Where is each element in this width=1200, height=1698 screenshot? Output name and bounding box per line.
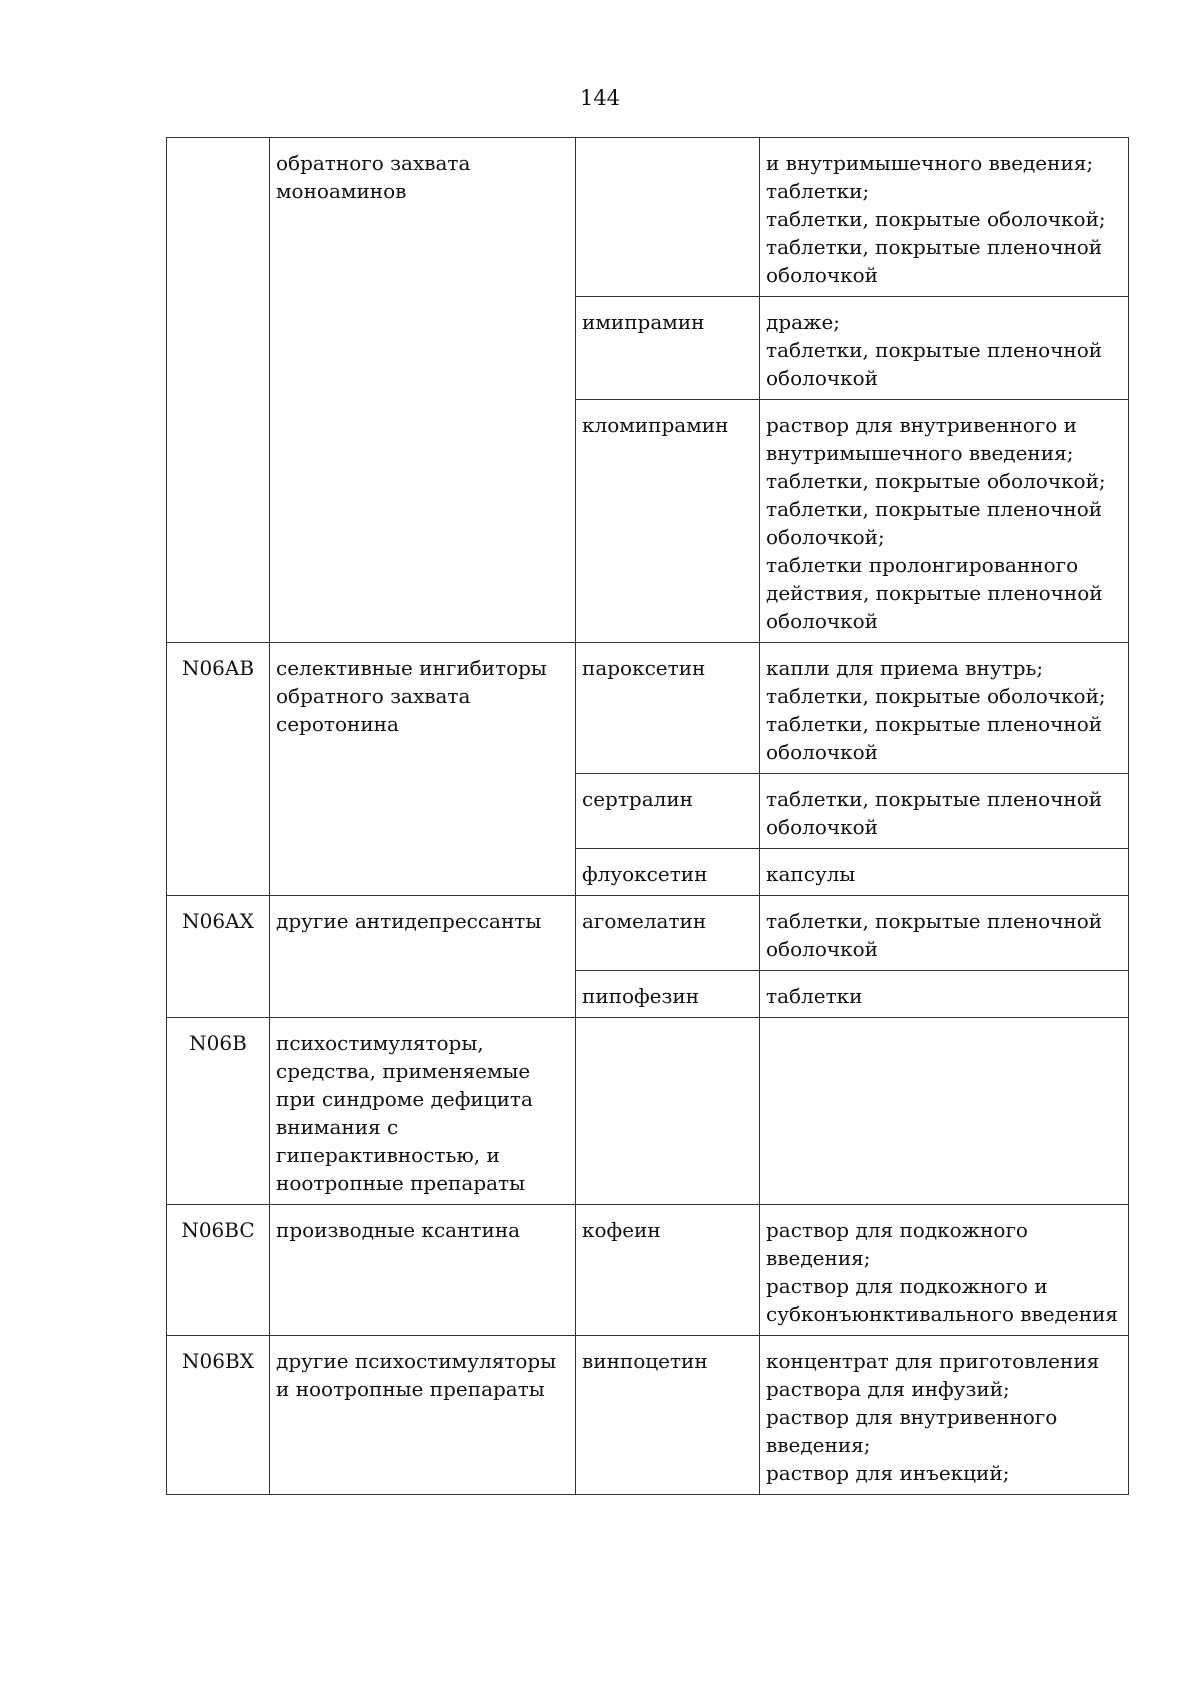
pharmacological-group-cell: селективные ингибиторы обратного захвата серотонина <box>270 643 576 896</box>
atc-code-cell: N06AB <box>167 643 270 896</box>
dosage-form-line: таблетки, покрытые пленочной оболочкой <box>766 338 1103 390</box>
atc-code-cell: N06BX <box>167 1336 270 1495</box>
table-row <box>167 1336 1129 1495</box>
drug-name-cell: агомелатин <box>576 896 760 971</box>
table-row <box>167 138 1129 297</box>
dosage-form-line: капсулы <box>766 862 856 886</box>
dosage-form-line: таблетки, покрытые оболочкой; <box>766 207 1106 231</box>
dosage-form-line: таблетки <box>766 984 863 1008</box>
pharmacological-group-cell: другие антидепрессанты <box>270 896 576 1018</box>
page-number: 144 <box>579 86 621 110</box>
dosage-form-line: раствор для внутривенного введения; <box>766 1405 1058 1457</box>
dosage-form-line: таблетки, покрытые пленочной оболочкой; <box>766 497 1103 549</box>
pharmacological-group-cell: производные ксантина <box>270 1205 576 1336</box>
drug-name-cell: флуоксетин <box>576 849 760 896</box>
drug-name-cell: сертралин <box>576 774 760 849</box>
dosage-form-line: концентрат для приготовления раствора для инфузий; <box>766 1349 1100 1401</box>
dosage-forms-cell <box>760 971 1129 1018</box>
table-body <box>167 138 1129 1495</box>
dosage-form-line: таблетки, покрытые пленочной оболочкой <box>766 787 1103 839</box>
dosage-form-line: таблетки, покрытые пленочной оболочкой <box>766 235 1103 287</box>
dosage-form-line: драже; <box>766 310 841 334</box>
dosage-forms-cell <box>760 774 1129 849</box>
dosage-forms-cell <box>760 1205 1129 1336</box>
atc-code-cell: N06B <box>167 1018 270 1205</box>
dosage-form-line: раствор для подкожного и субконъюнктивального введения <box>766 1274 1119 1326</box>
dosage-form-line: раствор для внутривенного и внутримышечного введения; <box>766 413 1078 465</box>
dosage-forms-cell <box>760 297 1129 400</box>
dosage-form-line: таблетки; <box>766 179 870 203</box>
dosage-forms-cell <box>760 138 1129 297</box>
dosage-forms-cell <box>760 849 1129 896</box>
atc-code-cell: N06BC <box>167 1205 270 1336</box>
pharmacological-group-cell: другие психостимуляторы и ноотропные препараты <box>270 1336 576 1495</box>
drug-table <box>166 137 1129 1495</box>
drug-name-cell: кофеин <box>576 1205 760 1336</box>
table-row <box>167 896 1129 971</box>
dosage-form-line: таблетки, покрытые оболочкой; <box>766 684 1106 708</box>
dosage-forms-cell <box>760 643 1129 774</box>
dosage-form-line: раствор для инъекций; <box>766 1461 1010 1485</box>
dosage-forms-cell <box>760 400 1129 643</box>
dosage-form-line: и внутримышечного введения; <box>766 151 1094 175</box>
dosage-form-line: таблетки, покрытые пленочной оболочкой <box>766 909 1103 961</box>
dosage-form-line: таблетки, покрытые оболочкой; <box>766 469 1106 493</box>
dosage-forms-cell <box>760 1018 1129 1205</box>
atc-code-cell <box>167 138 270 643</box>
table-row <box>167 643 1129 774</box>
table-row <box>167 1205 1129 1336</box>
drug-name-cell: пипофезин <box>576 971 760 1018</box>
dosage-form-line: таблетки, покрытые пленочной оболочкой <box>766 712 1103 764</box>
dosage-form-line: раствор для подкожного введения; <box>766 1218 1028 1270</box>
dosage-form-line: таблетки пролонгированного действия, покрытые пленочной оболочкой <box>766 553 1103 633</box>
dosage-forms-cell <box>760 1336 1129 1495</box>
drug-name-cell <box>576 138 760 297</box>
drug-name-cell: кломипрамин <box>576 400 760 643</box>
drug-name-cell: имипрамин <box>576 297 760 400</box>
drug-name-cell <box>576 1018 760 1205</box>
pharmacological-group-cell: обратного захвата моноаминов <box>270 138 576 643</box>
drug-name-cell: пароксетин <box>576 643 760 774</box>
atc-code-cell: N06AX <box>167 896 270 1018</box>
pharmacological-group-cell: психостимуляторы, средства, применяемые при синдроме дефицита внимания с гиперактивностью, и ноотропные препараты <box>270 1018 576 1205</box>
drug-name-cell: винпоцетин <box>576 1336 760 1495</box>
dosage-form-line: капли для приема внутрь; <box>766 656 1044 680</box>
dosage-forms-cell <box>760 896 1129 971</box>
table-row <box>167 1018 1129 1205</box>
